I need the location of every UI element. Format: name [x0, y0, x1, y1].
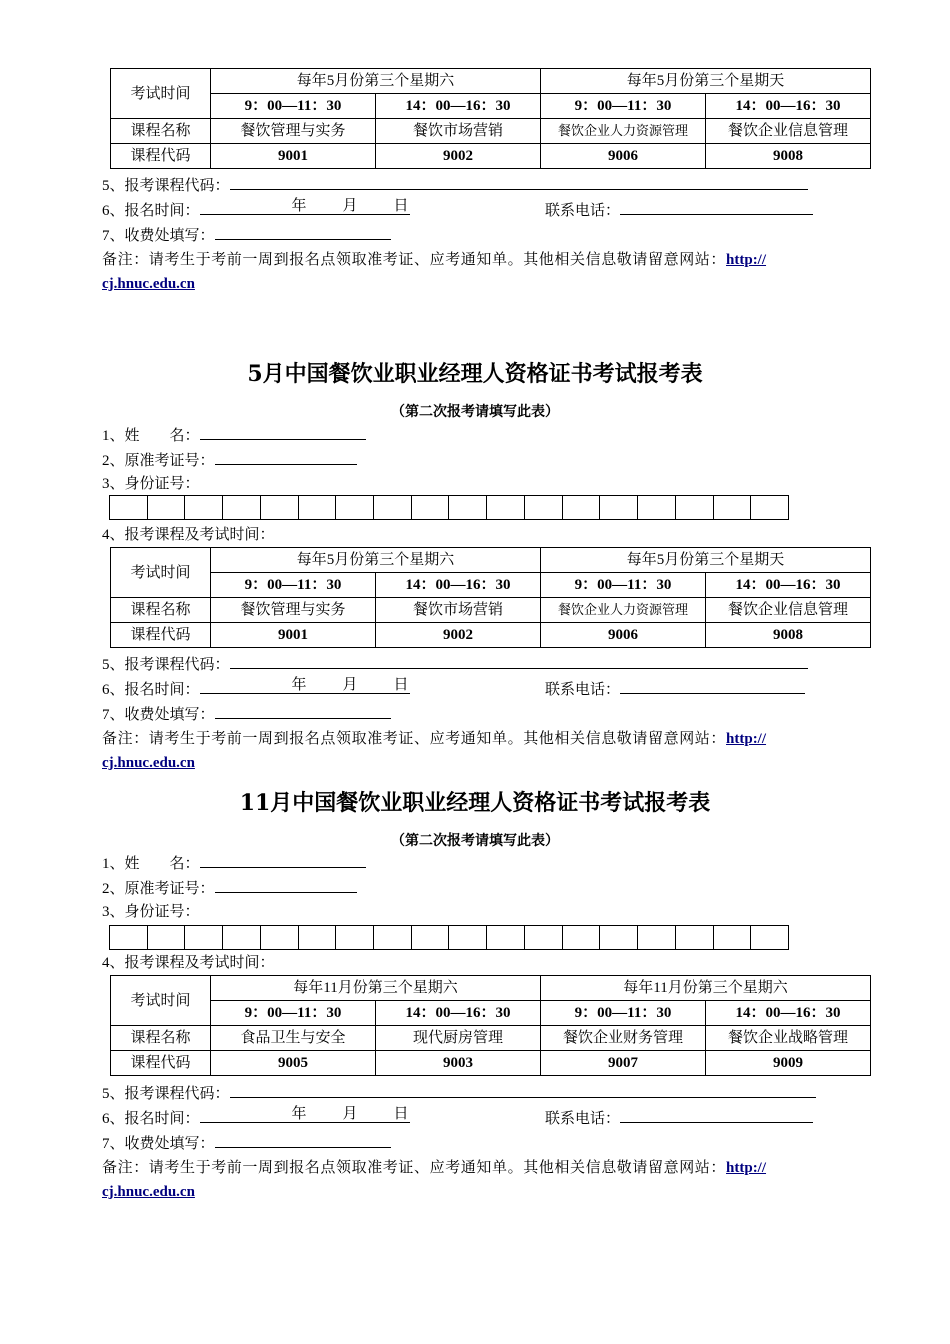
signup-date-label: 6、报名时间： [102, 682, 200, 698]
course-code-field[interactable] [230, 1082, 816, 1098]
course-time-row [102, 953, 275, 973]
month-label: 月 [342, 198, 358, 214]
fee-label: 7、收费处填写： [102, 1136, 215, 1152]
signup-date-row [102, 678, 410, 698]
time-slot: 9：00—11：30 [541, 94, 706, 119]
id-number-boxes[interactable] [109, 925, 789, 950]
signup-date-label: 6、报名时间： [102, 1111, 200, 1127]
signup-date-field[interactable] [200, 678, 410, 694]
label-course-name: 课程名称 [111, 598, 211, 623]
course-code: 9007 [541, 1051, 706, 1076]
course-name: 现代厨房管理 [376, 1026, 541, 1051]
course-name: 餐饮市场营销 [376, 119, 541, 144]
phone-label: 联系电话： [545, 682, 621, 698]
course-code: 9006 [541, 144, 706, 169]
course-code: 9008 [706, 144, 871, 169]
website-link[interactable]: http:// [726, 252, 767, 268]
course-code: 9001 [211, 623, 376, 648]
course-code: 9006 [541, 623, 706, 648]
course-time-row [102, 525, 275, 545]
course-name: 餐饮企业人力资源管理 [541, 598, 706, 623]
course-name: 餐饮企业信息管理 [706, 119, 871, 144]
course-code: 9002 [376, 623, 541, 648]
course-code-row [102, 174, 808, 194]
course-code-label: 5、报考课程代码： [102, 178, 230, 194]
month-label: 月 [342, 677, 358, 693]
time-slot: 9：00—11：30 [541, 1001, 706, 1026]
time-slot: 9：00—11：30 [211, 1001, 376, 1026]
name-row [102, 424, 366, 444]
time-slot: 9：00—11：30 [211, 94, 376, 119]
note [102, 727, 862, 775]
course-time-label: 4、报考课程及考试时间： [102, 527, 275, 543]
name-label: 1、姓 名： [102, 856, 200, 872]
time-slot: 14：00—16：30 [376, 94, 541, 119]
form-title: 11月中国餐饮业职业经理人资格证书考试报考表 [239, 790, 711, 816]
label-exam-time: 考试时间 [111, 69, 211, 119]
note [102, 248, 862, 296]
exam-day-1: 每年5月份第三个星期六 [211, 548, 541, 573]
exam-schedule-table [110, 547, 871, 648]
course-name: 餐饮管理与实务 [211, 119, 376, 144]
course-code: 9005 [211, 1051, 376, 1076]
course-code-label: 5、报考课程代码： [102, 657, 230, 673]
course-code-row [102, 1082, 816, 1102]
year-label: 年 [291, 198, 307, 214]
time-slot: 14：00—16：30 [376, 573, 541, 598]
fee-field[interactable] [215, 703, 391, 719]
name-label: 1、姓 名： [102, 428, 200, 444]
course-code: 9009 [706, 1051, 871, 1076]
name-row [102, 852, 366, 872]
website-link-cont[interactable]: cj.hnuc.edu.cn [102, 1184, 195, 1200]
exam-schedule-table [110, 68, 871, 169]
orig-ticket-row [102, 449, 357, 469]
course-name: 餐饮企业人力资源管理 [541, 119, 706, 144]
exam-day-2: 每年11月份第三个星期六 [541, 976, 871, 1001]
signup-date-row [102, 1107, 410, 1127]
note-text: 备注：请考生于考前一周到报名点领取准考证、应考通知单。其他相关信息敬请留意网站： [102, 252, 727, 268]
day-label: 日 [393, 677, 409, 693]
course-name: 餐饮市场营销 [376, 598, 541, 623]
day-label: 日 [393, 198, 409, 214]
name-field[interactable] [200, 852, 366, 868]
label-exam-time: 考试时间 [111, 548, 211, 598]
course-code: 9008 [706, 623, 871, 648]
exam-day-1: 每年11月份第三个星期六 [211, 976, 541, 1001]
course-code-row [102, 653, 808, 673]
id-number-boxes[interactable] [109, 495, 789, 520]
phone-field[interactable] [620, 678, 805, 694]
time-slot: 9：00—11：30 [211, 573, 376, 598]
note-text: 备注：请考生于考前一周到报名点领取准考证、应考通知单。其他相关信息敬请留意网站： [102, 1160, 727, 1176]
id-number-row [102, 902, 200, 922]
note [102, 1156, 862, 1204]
course-name: 餐饮企业财务管理 [541, 1026, 706, 1051]
exam-day-2: 每年5月份第三个星期天 [541, 69, 871, 94]
phone-label: 联系电话： [545, 203, 621, 219]
course-code: 9002 [376, 144, 541, 169]
course-code-field[interactable] [230, 653, 808, 669]
course-code-field[interactable] [230, 174, 808, 190]
course-name: 餐饮企业信息管理 [706, 598, 871, 623]
id-number-label: 3、身份证号： [102, 904, 200, 920]
label-course-code: 课程代码 [111, 144, 211, 169]
phone-field[interactable] [620, 1107, 813, 1123]
fee-row [102, 703, 391, 723]
time-slot: 14：00—16：30 [706, 94, 871, 119]
year-label: 年 [291, 677, 307, 693]
website-link-cont[interactable]: cj.hnuc.edu.cn [102, 755, 195, 771]
phone-row [545, 199, 813, 219]
exam-day-2: 每年5月份第三个星期天 [541, 548, 871, 573]
id-number-label: 3、身份证号： [102, 476, 200, 492]
signup-date-field[interactable] [200, 1107, 410, 1123]
day-label: 日 [393, 1106, 409, 1122]
fee-field[interactable] [215, 224, 391, 240]
label-course-code: 课程代码 [111, 623, 211, 648]
website-link[interactable]: http:// [726, 1160, 767, 1176]
phone-row [545, 1107, 813, 1127]
fee-row [102, 1132, 391, 1152]
orig-ticket-row [102, 877, 357, 897]
month-label: 月 [342, 1106, 358, 1122]
course-name: 餐饮企业战略管理 [706, 1026, 871, 1051]
phone-field[interactable] [620, 199, 813, 215]
phone-row [545, 678, 805, 698]
label-course-name: 课程名称 [111, 1026, 211, 1051]
signup-date-label: 6、报名时间： [102, 203, 200, 219]
fee-label: 7、收费处填写： [102, 228, 215, 244]
time-slot: 14：00—16：30 [376, 1001, 541, 1026]
website-link[interactable]: http:// [726, 731, 767, 747]
exam-day-1: 每年5月份第三个星期六 [211, 69, 541, 94]
label-course-name: 课程名称 [111, 119, 211, 144]
time-slot: 14：00—16：30 [706, 1001, 871, 1026]
course-code-label: 5、报考课程代码： [102, 1086, 230, 1102]
orig-ticket-field[interactable] [215, 877, 357, 893]
phone-label: 联系电话： [545, 1111, 621, 1127]
id-number-row [102, 474, 200, 494]
course-name: 餐饮管理与实务 [211, 598, 376, 623]
orig-ticket-field[interactable] [215, 449, 357, 465]
fee-row [102, 224, 391, 244]
exam-schedule-table [110, 975, 871, 1076]
course-name: 食品卫生与安全 [211, 1026, 376, 1051]
name-field[interactable] [200, 424, 366, 440]
signup-date-row [102, 199, 410, 219]
time-slot: 9：00—11：30 [541, 573, 706, 598]
label-course-code: 课程代码 [111, 1051, 211, 1076]
website-link-cont[interactable]: cj.hnuc.edu.cn [102, 276, 195, 292]
course-code: 9003 [376, 1051, 541, 1076]
fee-label: 7、收费处填写： [102, 707, 215, 723]
form-title: 5月中国餐饮业职业经理人资格证书考试报考表 [247, 361, 703, 387]
time-slot: 14：00—16：30 [706, 573, 871, 598]
signup-date-field[interactable] [200, 199, 410, 215]
year-label: 年 [291, 1106, 307, 1122]
label-exam-time: 考试时间 [111, 976, 211, 1026]
form-subtitle: （第二次报考请填写此表） [391, 405, 559, 420]
course-time-label: 4、报考课程及考试时间： [102, 955, 275, 971]
orig-ticket-label: 2、原准考证号： [102, 881, 215, 897]
course-code: 9001 [211, 144, 376, 169]
orig-ticket-label: 2、原准考证号： [102, 453, 215, 469]
form-subtitle: （第二次报考请填写此表） [391, 834, 559, 849]
fee-field[interactable] [215, 1132, 391, 1148]
note-text: 备注：请考生于考前一周到报名点领取准考证、应考通知单。其他相关信息敬请留意网站： [102, 731, 727, 747]
